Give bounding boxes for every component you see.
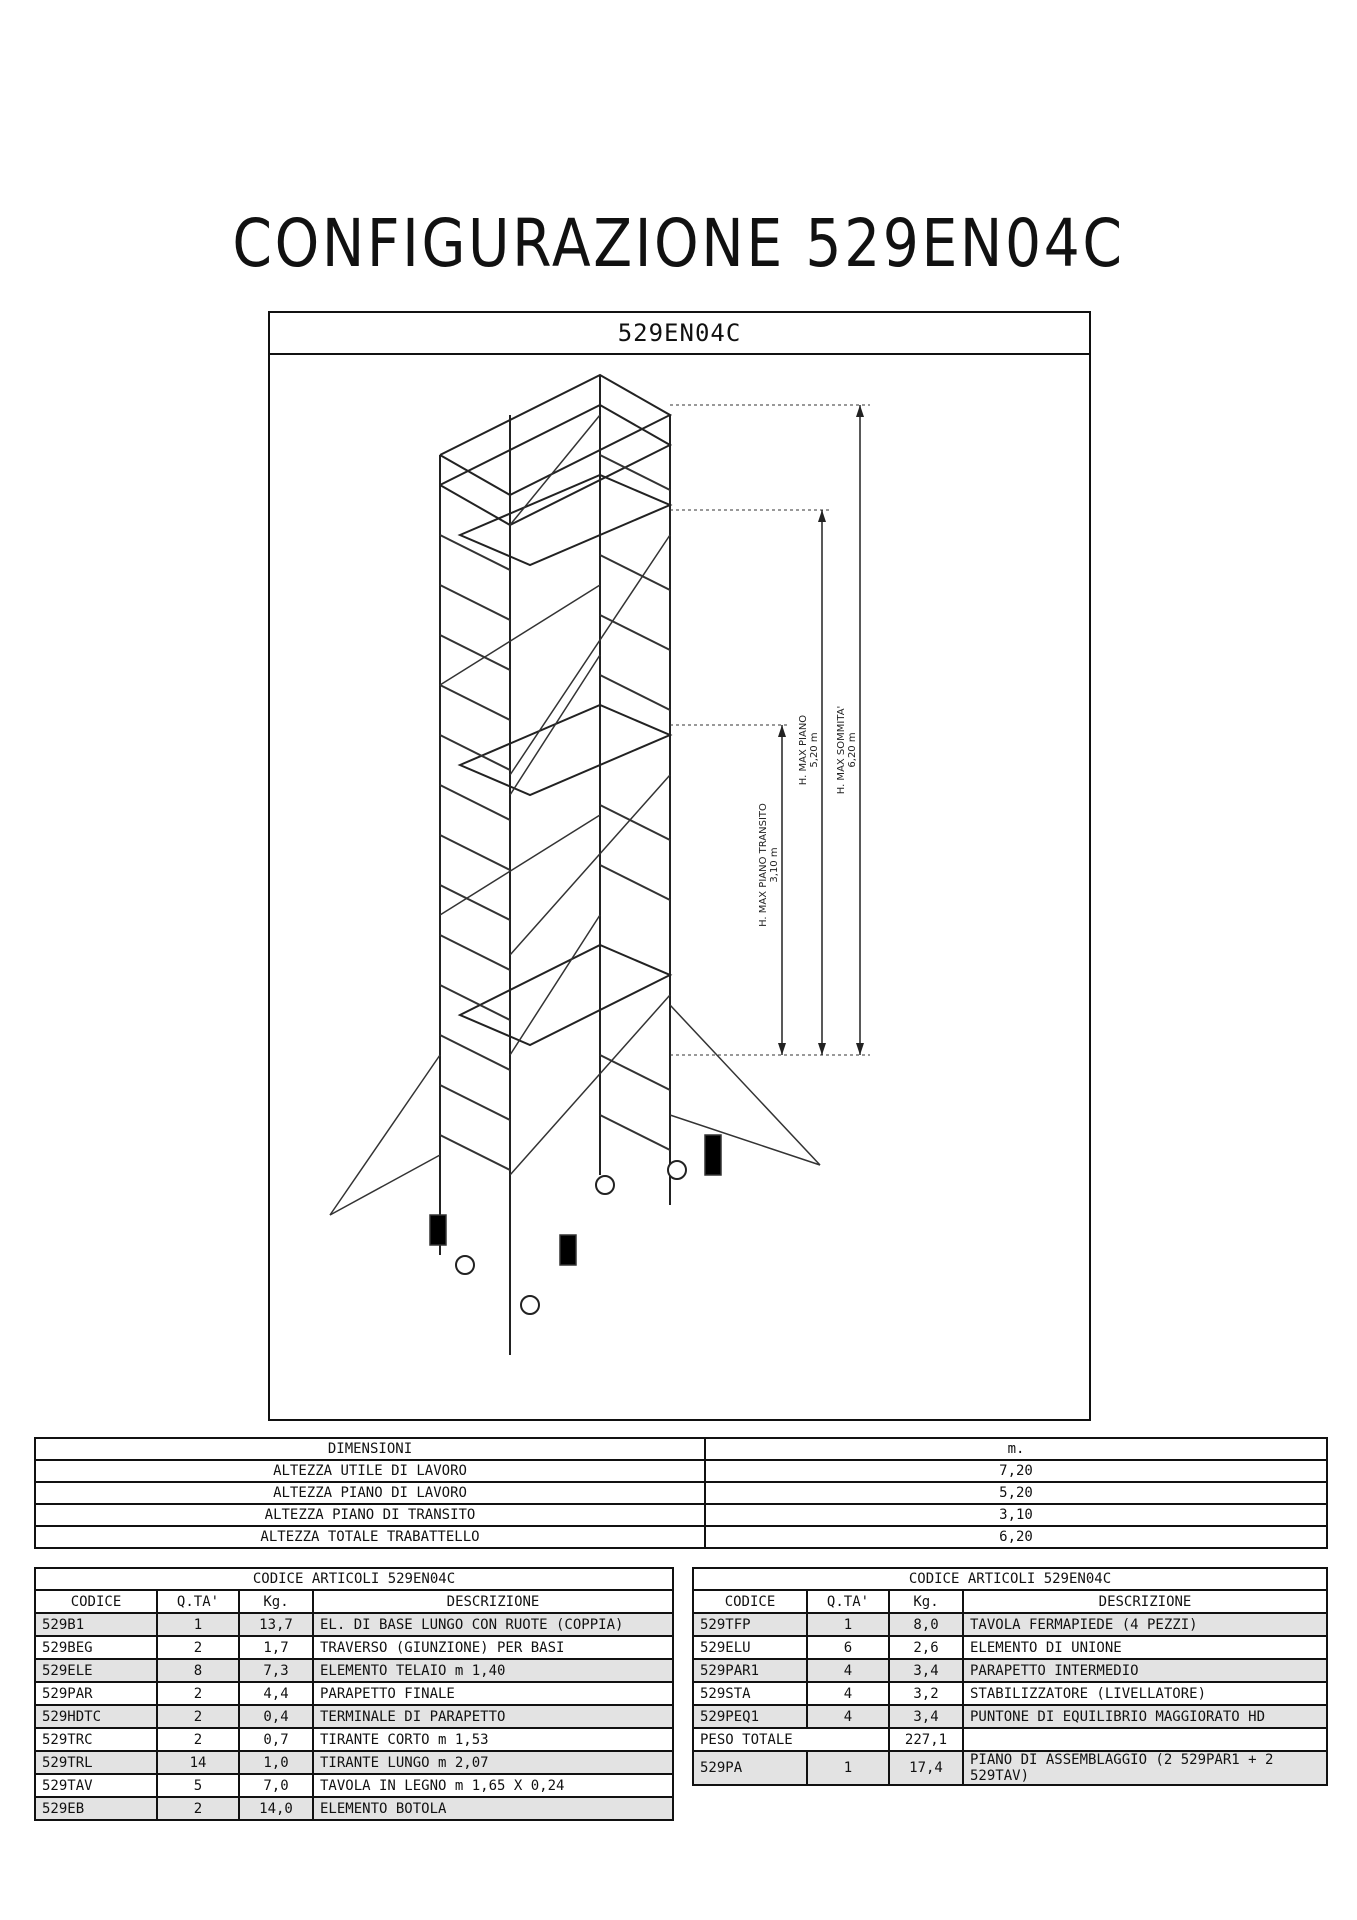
dimension-value: 7,20 bbox=[705, 1460, 1327, 1482]
table-row bbox=[35, 1636, 673, 1659]
cell-kg: 7,3 bbox=[239, 1659, 313, 1682]
dim-value-sommita: 6,20 m bbox=[847, 732, 858, 768]
dimension-value: 3,10 bbox=[705, 1504, 1327, 1526]
cell-codice: 529TRL bbox=[35, 1751, 157, 1774]
cell-codice: 529PAR1 bbox=[693, 1659, 807, 1682]
dimension-label: ALTEZZA PIANO DI TRANSITO bbox=[35, 1504, 705, 1526]
stabilizers bbox=[330, 1005, 820, 1265]
table-row bbox=[35, 1751, 673, 1774]
cell-kg: 13,7 bbox=[239, 1613, 313, 1636]
table-row bbox=[693, 1636, 1327, 1659]
col-qta: Q.TA' bbox=[157, 1590, 239, 1613]
cell-qta: 2 bbox=[157, 1797, 239, 1820]
cell-codice: 529PEQ1 bbox=[693, 1705, 807, 1728]
cell-descrizione bbox=[963, 1728, 1327, 1751]
scaffold-drawing bbox=[270, 355, 1089, 1419]
col-kg: Kg. bbox=[239, 1590, 313, 1613]
cell-codice: 529TFP bbox=[693, 1613, 807, 1636]
cell-descrizione: EL. DI BASE LUNGO CON RUOTE (COPPIA) bbox=[313, 1613, 673, 1636]
col-codice: CODICE bbox=[35, 1590, 157, 1613]
table-row bbox=[35, 1482, 1327, 1504]
dim-label-piano: H. MAX PIANO bbox=[798, 714, 809, 786]
cell-qta: 14 bbox=[157, 1751, 239, 1774]
drawing-header: 529EN04C bbox=[270, 313, 1089, 355]
cell-descrizione: ELEMENTO TELAIO m 1,40 bbox=[313, 1659, 673, 1682]
dim-value-transito: 3,10 m bbox=[769, 847, 780, 883]
cell-peso-totale-value: 227,1 bbox=[889, 1728, 963, 1751]
cell-codice: 529HDTC bbox=[35, 1705, 157, 1728]
table-row bbox=[35, 1728, 673, 1751]
dim-label-sommita: H. MAX SOMMITA' bbox=[836, 705, 847, 795]
cell-qta: 2 bbox=[157, 1636, 239, 1659]
cell-kg: 2,6 bbox=[889, 1636, 963, 1659]
cell-descrizione: ELEMENTO DI UNIONE bbox=[963, 1636, 1327, 1659]
table-row bbox=[693, 1705, 1327, 1728]
cell-codice: 529PA bbox=[693, 1751, 807, 1785]
cell-qta: 4 bbox=[807, 1682, 889, 1705]
cell-qta: 1 bbox=[157, 1613, 239, 1636]
table-row bbox=[35, 1613, 673, 1636]
cell-qta: 4 bbox=[807, 1705, 889, 1728]
cell-codice: 529ELU bbox=[693, 1636, 807, 1659]
ladder-rungs bbox=[440, 455, 670, 1170]
cell-codice: 529STA bbox=[693, 1682, 807, 1705]
table-row bbox=[35, 1705, 673, 1728]
table-row bbox=[35, 1460, 1327, 1482]
col-descrizione: DESCRIZIONE bbox=[313, 1590, 673, 1613]
col-kg: Kg. bbox=[889, 1590, 963, 1613]
cell-kg: 0,4 bbox=[239, 1705, 313, 1728]
table-row bbox=[35, 1682, 673, 1705]
cell-descrizione: TRAVERSO (GIUNZIONE) PER BASI bbox=[313, 1636, 673, 1659]
dimensions-header-unit: m. bbox=[705, 1438, 1327, 1460]
table-row bbox=[35, 1504, 1327, 1526]
dimension-label: ALTEZZA TOTALE TRABATTELLO bbox=[35, 1526, 705, 1548]
dimensions-header-row bbox=[35, 1438, 1327, 1460]
cell-kg: 4,4 bbox=[239, 1682, 313, 1705]
table-row bbox=[35, 1526, 1327, 1548]
cell-descrizione: TIRANTE CORTO m 1,53 bbox=[313, 1728, 673, 1751]
table-row bbox=[693, 1751, 1327, 1785]
cell-descrizione: TERMINALE DI PARAPETTO bbox=[313, 1705, 673, 1728]
dimension-label: ALTEZZA UTILE DI LAVORO bbox=[35, 1460, 705, 1482]
codes-table-right bbox=[692, 1567, 1328, 1786]
cell-descrizione: TIRANTE LUNGO m 2,07 bbox=[313, 1751, 673, 1774]
cell-kg: 17,4 bbox=[889, 1751, 963, 1785]
page-title: CONFIGURAZIONE 529EN04C bbox=[232, 205, 1125, 282]
cell-descrizione: PARAPETTO FINALE bbox=[313, 1682, 673, 1705]
platform-mid bbox=[460, 705, 670, 795]
top-guardrail-mid bbox=[440, 405, 670, 525]
dimension-value: 5,20 bbox=[705, 1482, 1327, 1504]
table-row bbox=[693, 1659, 1327, 1682]
cell-kg: 7,0 bbox=[239, 1774, 313, 1797]
codes-right-caption: CODICE ARTICOLI 529EN04C bbox=[693, 1568, 1327, 1590]
codes-left-caption: CODICE ARTICOLI 529EN04C bbox=[35, 1568, 673, 1590]
cell-qta: 2 bbox=[157, 1705, 239, 1728]
cell-peso-totale-label: PESO TOTALE bbox=[693, 1728, 889, 1751]
total-weight-row bbox=[693, 1728, 1327, 1751]
cell-qta: 1 bbox=[807, 1613, 889, 1636]
dimensions-header-label: DIMENSIONI bbox=[35, 1438, 705, 1460]
cell-qta: 6 bbox=[807, 1636, 889, 1659]
cell-descrizione: PARAPETTO INTERMEDIO bbox=[963, 1659, 1327, 1682]
cell-codice: 529TRC bbox=[35, 1728, 157, 1751]
dim-value-piano: 5,20 m bbox=[809, 732, 820, 768]
table-row bbox=[693, 1682, 1327, 1705]
cell-codice: 529PAR bbox=[35, 1682, 157, 1705]
col-codice: CODICE bbox=[693, 1590, 807, 1613]
col-qta: Q.TA' bbox=[807, 1590, 889, 1613]
dimensions-table bbox=[34, 1437, 1328, 1549]
cell-codice: 529TAV bbox=[35, 1774, 157, 1797]
top-guardrail bbox=[440, 375, 670, 495]
cell-kg: 8,0 bbox=[889, 1613, 963, 1636]
table-row bbox=[35, 1659, 673, 1682]
cell-kg: 3,4 bbox=[889, 1659, 963, 1682]
cell-codice: 529B1 bbox=[35, 1613, 157, 1636]
table-row bbox=[35, 1774, 673, 1797]
cell-descrizione: PUNTONE DI EQUILIBRIO MAGGIORATO HD bbox=[963, 1705, 1327, 1728]
cell-qta: 2 bbox=[157, 1682, 239, 1705]
drawing-frame bbox=[268, 311, 1091, 1421]
dimension-label: ALTEZZA PIANO DI LAVORO bbox=[35, 1482, 705, 1504]
codes-table-left bbox=[34, 1567, 674, 1821]
cell-qta: 1 bbox=[807, 1751, 889, 1785]
scaffold-illustration bbox=[270, 355, 1089, 1419]
cell-kg: 3,2 bbox=[889, 1682, 963, 1705]
dim-label-transito: H. MAX PIANO TRANSITO bbox=[758, 803, 769, 927]
table-row bbox=[693, 1613, 1327, 1636]
cell-descrizione: TAVOLA FERMAPIEDE (4 PEZZI) bbox=[963, 1613, 1327, 1636]
cell-codice: 529ELE bbox=[35, 1659, 157, 1682]
cell-kg: 1,7 bbox=[239, 1636, 313, 1659]
cell-descrizione: PIANO DI ASSEMBLAGGIO (2 529PAR1 + 2 529TAV) bbox=[963, 1751, 1327, 1785]
cell-kg: 1,0 bbox=[239, 1751, 313, 1774]
cell-codice: 529EB bbox=[35, 1797, 157, 1820]
platform-top bbox=[460, 475, 670, 565]
dimension-arrows bbox=[778, 405, 864, 1055]
cell-codice: 529BEG bbox=[35, 1636, 157, 1659]
col-descrizione: DESCRIZIONE bbox=[963, 1590, 1327, 1613]
cell-qta: 8 bbox=[157, 1659, 239, 1682]
cell-descrizione: ELEMENTO BOTOLA bbox=[313, 1797, 673, 1820]
table-row bbox=[35, 1797, 673, 1820]
cell-qta: 5 bbox=[157, 1774, 239, 1797]
cell-kg: 3,4 bbox=[889, 1705, 963, 1728]
cell-descrizione: STABILIZZATORE (LIVELLATORE) bbox=[963, 1682, 1327, 1705]
cell-descrizione: TAVOLA IN LEGNO m 1,65 X 0,24 bbox=[313, 1774, 673, 1797]
dimension-lines bbox=[782, 405, 860, 1055]
cell-qta: 2 bbox=[157, 1728, 239, 1751]
cell-kg: 14,0 bbox=[239, 1797, 313, 1820]
dimension-value: 6,20 bbox=[705, 1526, 1327, 1548]
cell-kg: 0,7 bbox=[239, 1728, 313, 1751]
cell-qta: 4 bbox=[807, 1659, 889, 1682]
